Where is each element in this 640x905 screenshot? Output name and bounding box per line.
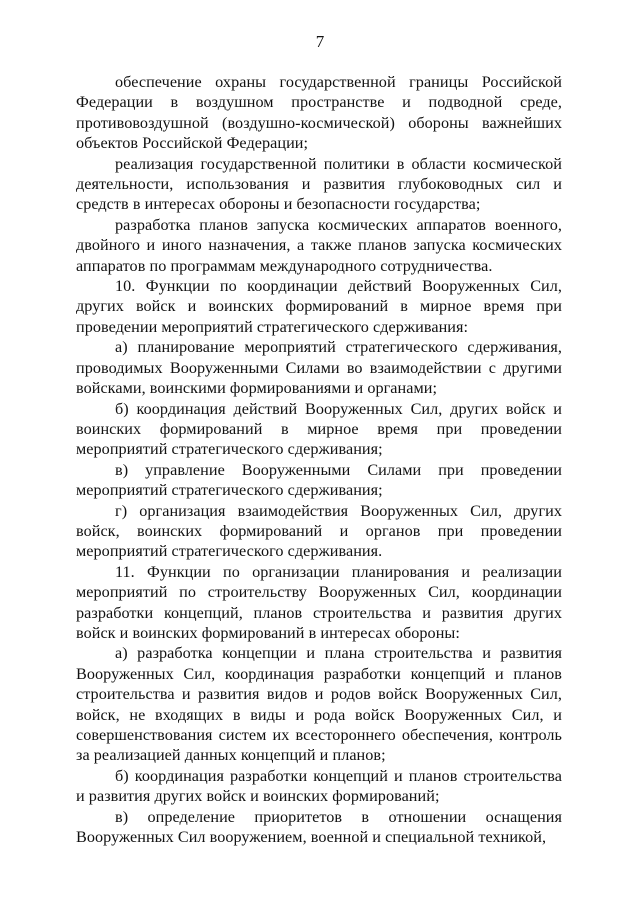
paragraph-section-10-g: г) организация взаимодействия Вооруженных Сил, других войск, воинских формирований и органов при проведении мероприятий стратегического сдерживания.	[76, 501, 562, 561]
paragraph-section-11-b: б) координация разработки концепций и планов строительства и развития других войск и воинских формирований;	[76, 766, 562, 806]
paragraph-launch-plans: разработка планов запуска космических аппаратов военного, двойного и иного назначения, а также планов запуска космических аппаратов по программам международного сотрудничества.	[76, 215, 562, 275]
paragraph-section-11-a: а) разработка концепции и плана строительства и развития Вооруженных Сил, координация разработки концепций и планов строительства и развития видов и родов войск Вооруженных Сил, войск, не входящих в виды и рода войск Вооруженных Сил, и совершенствования систем их всестороннего обеспечения, контроль за реализацией данных концепций и планов;	[76, 644, 562, 765]
paragraph-border-protection: обеспечение охраны государственной границы Российской Федерации в воздушном пространстве и подводной среде, противовоздушной (воздушно-космической) обороны важнейших объектов Российской Федерации;	[76, 73, 562, 153]
paragraph-section-10-a: а) планирование мероприятий стратегического сдерживания, проводимых Вооруженными Силами во взаимодействии с другими войсками, воинскими формированиями и органами;	[76, 338, 562, 398]
paragraph-section-10-heading: 10. Функции по координации действий Вооруженных Сил, других войск и воинских формирований в мирное время при проведении мероприятий стратегического сдерживания:	[76, 277, 562, 336]
paragraph-section-10-b: б) координация действий Вооруженных Сил, других войск и воинских формирований в мирное время при проведении мероприятий стратегического сдерживания;	[76, 399, 562, 459]
document-body	[76, 72, 562, 847]
paragraph-section-10-v: в) управление Вооруженными Силами при проведении мероприятий стратегического сдерживания;	[76, 460, 562, 500]
paragraph-space-policy: реализация государственной политики в области космической деятельности, использования и развития глубоководных сил и средств в интересах обороны и безопасности государства;	[76, 154, 562, 214]
paragraph-section-11-heading: 11. Функции по организации планирования и реализации мероприятий по строительству Вооруженных Сил, координации разработки концепций, планов строительства и развития других войск и воинских формирований в интересах обороны:	[76, 562, 562, 642]
paragraph-section-11-v: в) определение приоритетов в отношении оснащения Вооруженных Сил вооружением, военной и специальной техникой,	[76, 807, 562, 847]
page-number: 7	[315, 32, 325, 51]
